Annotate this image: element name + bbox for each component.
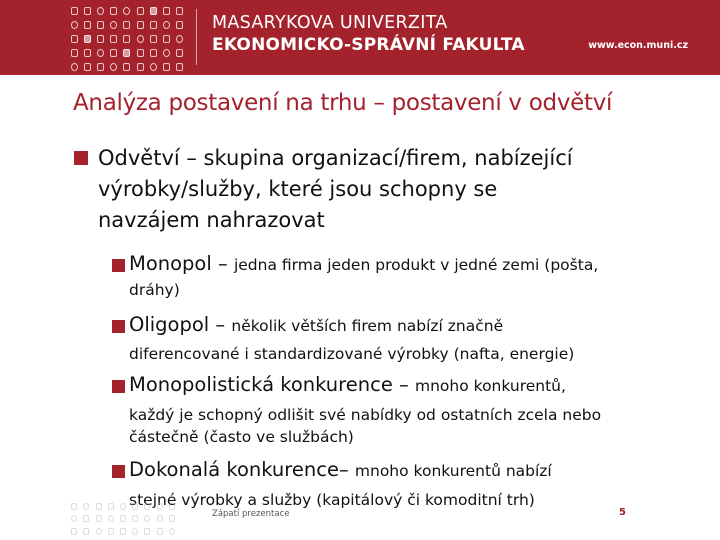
website-url[interactable]: www.econ.muni.cz <box>588 40 688 51</box>
sub-bullet-separator: – <box>338 458 355 481</box>
main-bullet-line: navzájem nahrazovat <box>98 208 325 232</box>
bullet-square-icon <box>74 151 88 165</box>
sub-bullet-term: Oligopol <box>129 313 210 336</box>
sub-bullet-description: mnoho konkurentů nabízí <box>354 462 552 480</box>
slide-title: Analýza postavení na trhu – postavení v odvětví <box>73 90 613 116</box>
sub-bullet-separator: – <box>392 373 415 396</box>
bullet-square-icon <box>112 259 125 272</box>
sub-bullet-continuation: částečně (často ve službách) <box>129 428 354 446</box>
sub-bullet-dokonala-konkurence <box>112 456 702 511</box>
bullet-square-icon <box>112 465 125 478</box>
sub-bullet-description: jedna firma jeden produkt v jedné zemi (pošta, <box>233 256 599 274</box>
header-bar <box>0 0 720 75</box>
main-bullet-line: výrobky/služby, které jsou schopny se <box>98 177 498 201</box>
university-name: MASARYKOVA UNIVERZITA <box>212 13 448 33</box>
sub-bullet-term: Monopolistická konkurence <box>129 373 393 396</box>
sub-bullet-separator: – <box>211 252 234 275</box>
faculty-name: EKONOMICKO-SPRÁVNÍ FAKULTA <box>212 35 525 55</box>
footer-text: Zápatí prezentace <box>212 509 290 519</box>
sub-bullet-description: několik větších firem nabízí značně <box>231 317 504 335</box>
sub-bullet-oligopol <box>112 311 702 365</box>
sub-bullet-term: Monopol <box>129 252 212 275</box>
sub-bullet-continuation: dráhy) <box>129 281 180 299</box>
main-bullet-line: Odvětví – skupina organizací/firem, nabízející <box>98 146 573 170</box>
main-bullet <box>74 143 694 236</box>
university-logo-icon <box>68 4 186 74</box>
footer-logo-icon <box>68 500 178 538</box>
sub-bullet-separator: – <box>209 313 232 336</box>
bullet-square-icon <box>112 380 125 393</box>
sub-bullet-continuation: diferencované i standardizované výrobky (nafta, energie) <box>129 345 575 363</box>
sub-bullet-continuation: stejné výrobky a služby (kapitálový či komoditní trh) <box>129 491 535 509</box>
bullet-square-icon <box>112 320 125 333</box>
header-divider <box>196 9 197 65</box>
page-number: 5 <box>619 507 626 518</box>
sub-bullet-term: Dokonalá konkurence <box>129 458 339 481</box>
sub-bullet-monopolisticka-konkurence <box>112 371 702 448</box>
sub-bullet-continuation: každý je schopný odlišit své nabídky od ostatních zcela nebo <box>129 406 602 424</box>
sub-bullet-description: mnoho konkurentů, <box>415 377 566 395</box>
sub-bullet-monopol <box>112 250 702 301</box>
